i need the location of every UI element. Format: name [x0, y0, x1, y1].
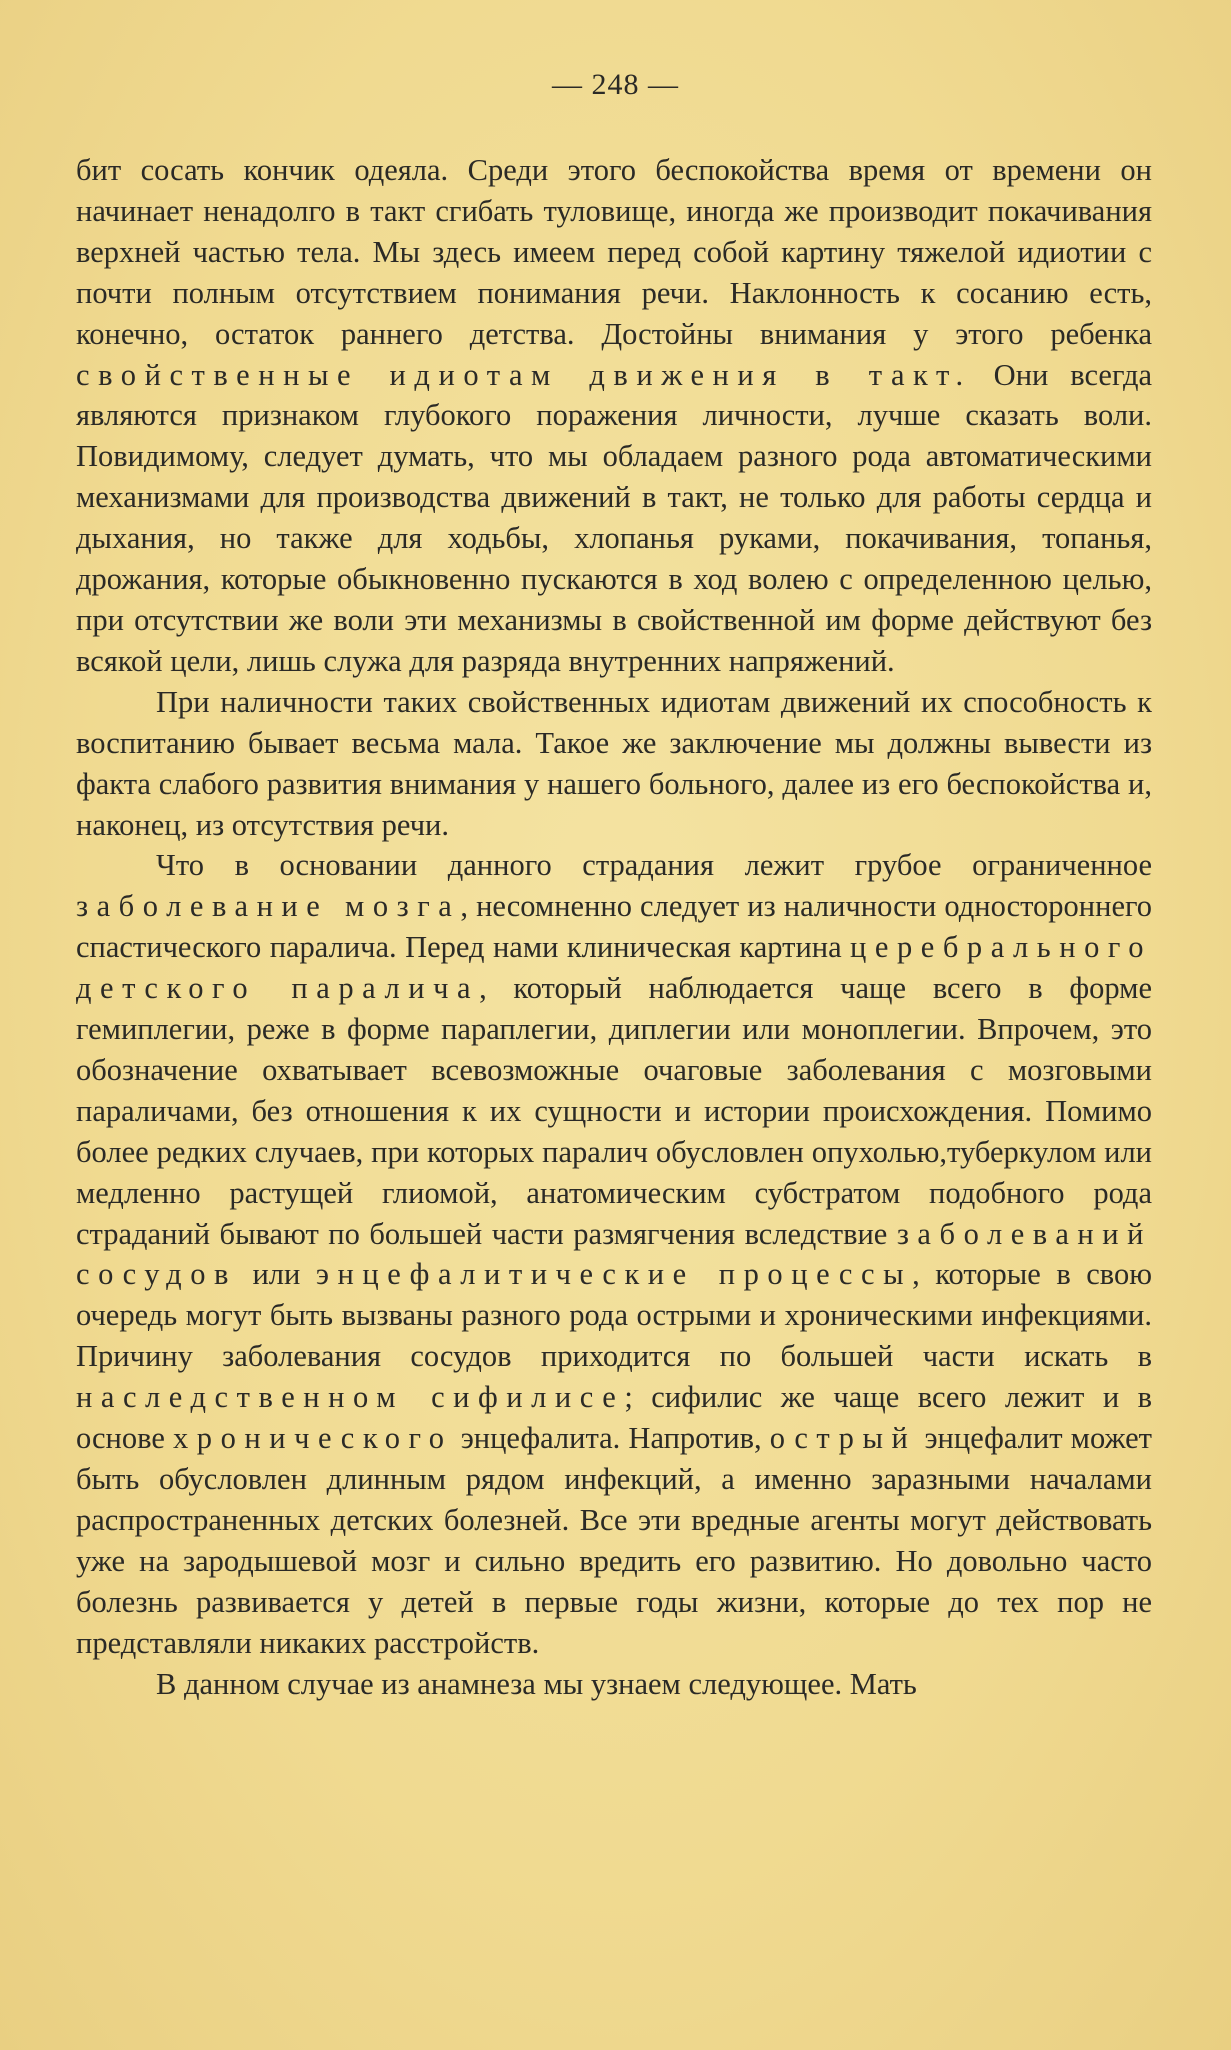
text-run: бит сосать кончик одеяла. Среди этого беспокойства время от времени он начинает ненадолго в такт сгибать туловище, иногда же производит покачивания верхней частью тела. Мы здесь имеем перед собой картину тяжелой идиотии с почти полным отсутствием понимания речи. Наклонность к сосанию есть, конечно, остаток раннего детства. Достойны внимания у этого ребенка	[76, 153, 1152, 351]
paragraph	[76, 1664, 1152, 1705]
page-number: — 248 —	[552, 68, 679, 101]
text-run: Что в основании данного страдания лежит грубое ограниченное	[156, 848, 1152, 883]
paragraph	[76, 150, 1152, 682]
spaced-emphasis-text: наследственном сифилисе	[76, 1380, 625, 1415]
spaced-emphasis-text: заболеваний сосудов	[76, 1216, 1152, 1292]
spaced-emphasis-text: церебрального детского паралича	[76, 930, 1152, 1006]
text-run: или	[236, 1257, 316, 1292]
text-run: В данном случае из анамнеза мы узнаем следующее. Мать	[156, 1666, 917, 1701]
text-run: энцефалит может быть обусловлен длинным рядом инфекций, а именно заразными началами распространенных детских болезней. Все эти вредные агенты могут действовать уже на зародышевой мозг и сильно вредить его развитию. Но довольно часто болезнь развивается у детей в первые годы жизни, которые до тех пор не представляли никаких расстройств.	[76, 1421, 1152, 1660]
spaced-emphasis-text: энцефалитические процессы	[315, 1257, 913, 1292]
text-run: При наличности таких свойственных идиотам движений их способность к воспитанию бывает весьма мала. Такое же заключение мы должны вывести из факта слабого развития внимания у нашего больного, далее из его беспокойства и, наконец, из отсутствия речи.	[76, 684, 1152, 842]
text-run: ; сифилис же чаще всего лежит и в основе	[76, 1380, 1152, 1456]
spaced-emphasis-text: свойственные идиотам движения в такт.	[76, 357, 972, 392]
text-run: , которые в свою очередь могут быть вызваны разного рода острыми и хроническими инфекциями. Причину заболевания сосудов приходится по большей части искать в	[76, 1257, 1152, 1374]
spaced-emphasis-text: острый	[769, 1421, 917, 1456]
spaced-emphasis-text: заболевание мозга	[76, 889, 461, 924]
text-run: , несомненно следует из наличности одностороннего спастического паралича. Перед нами клиническая картина	[76, 889, 1152, 965]
text-run: , который наблюдается чаще всего в форме гемиплегии, реже в форме параплегии, диплегии или моноплегии. Впрочем, это обозначение охватывает всевозможные очаговые заболевания с мозговыми параличами, без отношения к их сущности и истории происхождения. Помимо более редких случаев, при которых паралич обусловлен опухолью,туберкулом или медленно растущей глиомой, анатомическим субстратом подобного рода страданий бывают по большей части размягчения вследствие	[76, 971, 1152, 1251]
paragraph	[76, 845, 1152, 1663]
text-run: Они всегда являются признаком глубокого поражения личности, лучше сказать воли. Повидимому, следует думать, что мы обладаем разного рода автоматическими механизмами для производства движений в такт, не только для работы сердца и дыхания, но также для ходьбы, хлопанья руками, покачивания, топанья, дрожания, которые обыкновенно пускаются в ход волею с определенною целью, при отсутствии же воли эти механизмы в свойственной им форме действуют без всякой цели, лишь служа для разряда внутренних напряжений.	[76, 357, 1152, 678]
text-run: энцефалита. Напротив,	[452, 1421, 770, 1456]
spaced-emphasis-text: хронического	[173, 1421, 453, 1456]
body-text	[76, 150, 1152, 1704]
paragraph	[76, 682, 1152, 846]
